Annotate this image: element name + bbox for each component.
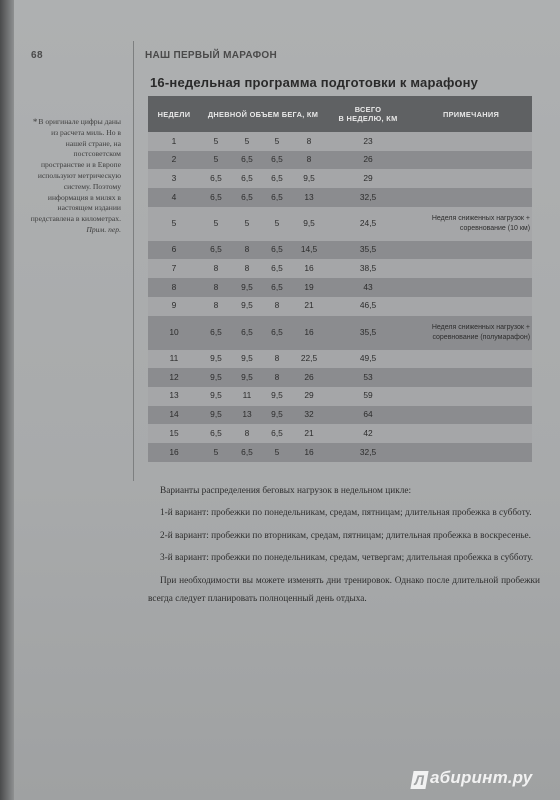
cell-d1: 6,5	[200, 241, 232, 260]
cell-d1: 9,5	[200, 387, 232, 406]
cell-d4: 29	[292, 387, 326, 406]
cell-d4: 9,5	[292, 207, 326, 241]
cell-d1: 6,5	[200, 424, 232, 443]
training-plan-table	[148, 96, 532, 462]
cell-week: 14	[148, 406, 200, 425]
labirint-logo-icon: Л	[410, 771, 428, 789]
cell-d3: 6,5	[262, 188, 292, 207]
cell-d3: 5	[262, 207, 292, 241]
table-row	[148, 169, 532, 188]
cell-total: 46,5	[326, 297, 410, 316]
cell-d2: 11	[232, 387, 262, 406]
cell-d4: 9,5	[292, 169, 326, 188]
table-row	[148, 151, 532, 170]
cell-total: 59	[326, 387, 410, 406]
table-row	[148, 259, 532, 278]
cell-d2: 6,5	[232, 316, 262, 350]
table-row	[148, 406, 532, 425]
cell-week: 5	[148, 207, 200, 241]
cell-note	[410, 259, 532, 278]
cell-note	[410, 387, 532, 406]
cell-d2: 6,5	[232, 443, 262, 462]
table-row	[148, 316, 532, 350]
cell-d2: 6,5	[232, 169, 262, 188]
cell-d1: 8	[200, 297, 232, 316]
cell-note	[410, 316, 532, 350]
table-body	[148, 132, 532, 462]
cell-total: 24,5	[326, 207, 410, 241]
header-weekly-total	[326, 96, 410, 132]
cell-note	[410, 169, 532, 188]
footnote-sidenote	[30, 117, 121, 236]
cell-total: 42	[326, 424, 410, 443]
table-row	[148, 207, 532, 241]
table-header-row	[148, 96, 532, 132]
cell-d2: 9,5	[232, 297, 262, 316]
cell-d4: 8	[292, 132, 326, 151]
cell-d4: 22,5	[292, 350, 326, 369]
table-row	[148, 350, 532, 369]
cell-d1: 5	[200, 151, 232, 170]
cell-week: 7	[148, 259, 200, 278]
cell-week: 4	[148, 188, 200, 207]
cell-week: 11	[148, 350, 200, 369]
header-notes: ПРИМЕЧАНИЯ	[410, 96, 532, 132]
cell-d2: 5	[232, 132, 262, 151]
cell-d1: 9,5	[200, 406, 232, 425]
cell-d3: 6,5	[262, 169, 292, 188]
cell-d1: 5	[200, 207, 232, 241]
cell-total: 32,5	[326, 443, 410, 462]
table-title: 16-недельная программа подготовки к марафону	[150, 75, 479, 90]
margin-rule	[133, 41, 134, 481]
cell-d1: 9,5	[200, 368, 232, 387]
cell-total: 49,5	[326, 350, 410, 369]
cell-total: 26	[326, 151, 410, 170]
note-line-2: соревнование (10 км)	[459, 224, 531, 232]
cell-d4: 21	[292, 424, 326, 443]
cell-note	[410, 132, 532, 151]
table-row	[148, 424, 532, 443]
cell-d4: 16	[292, 316, 326, 350]
cell-week: 2	[148, 151, 200, 170]
cell-d4: 14,5	[292, 241, 326, 260]
cell-d4: 21	[292, 297, 326, 316]
cell-d3: 6,5	[262, 316, 292, 350]
cell-week: 6	[148, 241, 200, 260]
cell-d1: 6,5	[200, 188, 232, 207]
cell-d2: 8	[232, 259, 262, 278]
cell-d3: 6,5	[262, 424, 292, 443]
cell-week: 16	[148, 443, 200, 462]
cell-note	[410, 207, 532, 241]
cell-d3: 6,5	[262, 278, 292, 297]
body-text	[148, 482, 540, 608]
cell-d4: 8	[292, 151, 326, 170]
cell-week: 10	[148, 316, 200, 350]
cell-d3: 9,5	[262, 387, 292, 406]
cell-d3: 8	[262, 368, 292, 387]
cell-d4: 19	[292, 278, 326, 297]
table-row	[148, 387, 532, 406]
footnote-text: В оригинале цифры даны из расчета миль. Но в нашей стране, на постсоветском пространстве и в Европе используют метрическую систему. Поэтому информация в милях в настоящем издании представлена в километрах.	[30, 117, 121, 224]
cell-week: 1	[148, 132, 200, 151]
running-head: НАШ ПЕРВЫЙ МАРАФОН	[145, 50, 278, 61]
cell-note	[410, 188, 532, 207]
table-row	[148, 368, 532, 387]
page-edge-shadow	[0, 0, 14, 800]
cell-d1: 5	[200, 443, 232, 462]
cell-note	[410, 368, 532, 387]
cell-d3: 6,5	[262, 151, 292, 170]
cell-note	[410, 278, 532, 297]
table-row	[148, 132, 532, 151]
note-line-2: соревнование (полумарафон)	[432, 333, 531, 341]
cell-d2: 8	[232, 424, 262, 443]
cell-d2: 5	[232, 207, 262, 241]
cell-d4: 16	[292, 443, 326, 462]
cell-d4: 32	[292, 406, 326, 425]
cell-week: 9	[148, 297, 200, 316]
cell-note	[410, 424, 532, 443]
cell-d4: 26	[292, 368, 326, 387]
cell-d2: 9,5	[232, 368, 262, 387]
cell-d1: 6,5	[200, 169, 232, 188]
page-number: 68	[31, 50, 44, 61]
header-total-line1: ВСЕГО	[354, 105, 382, 114]
cell-total: 23	[326, 132, 410, 151]
labirint-watermark	[412, 768, 532, 789]
cell-note	[410, 241, 532, 260]
cell-week: 13	[148, 387, 200, 406]
cell-d2: 6,5	[232, 151, 262, 170]
cell-d3: 6,5	[262, 259, 292, 278]
cell-d3: 8	[262, 350, 292, 369]
header-weeks: НЕДЕЛИ	[148, 96, 200, 132]
table-row	[148, 241, 532, 260]
table-row	[148, 278, 532, 297]
cell-d2: 9,5	[232, 278, 262, 297]
cell-d4: 16	[292, 259, 326, 278]
cell-note	[410, 406, 532, 425]
paragraph-variant-1: 1-й вариант: пробежки по понедельникам, средам, пятницам; длительная пробежка в субботу.	[160, 508, 532, 519]
cell-d3: 8	[262, 297, 292, 316]
cell-total: 32,5	[326, 188, 410, 207]
cell-d3: 6,5	[262, 241, 292, 260]
cell-d1: 9,5	[200, 350, 232, 369]
cell-week: 15	[148, 424, 200, 443]
cell-d2: 9,5	[232, 350, 262, 369]
cell-d1: 5	[200, 132, 232, 151]
table-row	[148, 297, 532, 316]
cell-total: 35,5	[326, 316, 410, 350]
table-row	[148, 188, 532, 207]
paragraph-variant-2: 2-й вариант: пробежки по вторникам, средам, пятницам; длительная пробежка в воскресенье.	[160, 530, 532, 541]
cell-d3: 9,5	[262, 406, 292, 425]
cell-week: 8	[148, 278, 200, 297]
paragraph-advice: При необходимости вы можете изменять дни тренировок. Однако после длительной пробежки всегда следует планировать полноценный день отдыха.	[148, 575, 540, 605]
cell-d2: 6,5	[232, 188, 262, 207]
cell-total: 38,5	[326, 259, 410, 278]
note-line-1: Неделя сниженных нагрузок +	[431, 214, 531, 222]
footnote-marker: *	[32, 117, 38, 127]
cell-d3: 5	[262, 132, 292, 151]
cell-total: 43	[326, 278, 410, 297]
header-daily-volume: ДНЕВНОЙ ОБЪЕМ БЕГА, КМ	[200, 96, 326, 132]
cell-total: 64	[326, 406, 410, 425]
cell-note	[410, 443, 532, 462]
table-row	[148, 443, 532, 462]
cell-week: 3	[148, 169, 200, 188]
paragraph-variant-3: 3-й вариант: пробежки по понедельникам, средам, четвергам; длительная пробежка в субботу.	[160, 553, 534, 564]
header-total-line2: В НЕДЕЛЮ, КМ	[338, 114, 398, 123]
paragraph-intro: Варианты распределения беговых нагрузок в недельном цикле:	[160, 486, 412, 496]
cell-total: 35,5	[326, 241, 410, 260]
cell-total: 29	[326, 169, 410, 188]
cell-note	[410, 297, 532, 316]
cell-d2: 13	[232, 406, 262, 425]
cell-d3: 5	[262, 443, 292, 462]
footnote-credit: Прим. пер.	[86, 224, 121, 234]
cell-week: 12	[148, 368, 200, 387]
note-line-1: Неделя сниженных нагрузок +	[431, 323, 531, 331]
cell-d4: 13	[292, 188, 326, 207]
cell-total: 53	[326, 368, 410, 387]
watermark-text: абиринт.ру	[430, 768, 533, 787]
cell-note	[410, 350, 532, 369]
cell-d1: 8	[200, 278, 232, 297]
cell-d1: 6,5	[200, 316, 232, 350]
cell-note	[410, 151, 532, 170]
cell-d2: 8	[232, 241, 262, 260]
cell-d1: 8	[200, 259, 232, 278]
